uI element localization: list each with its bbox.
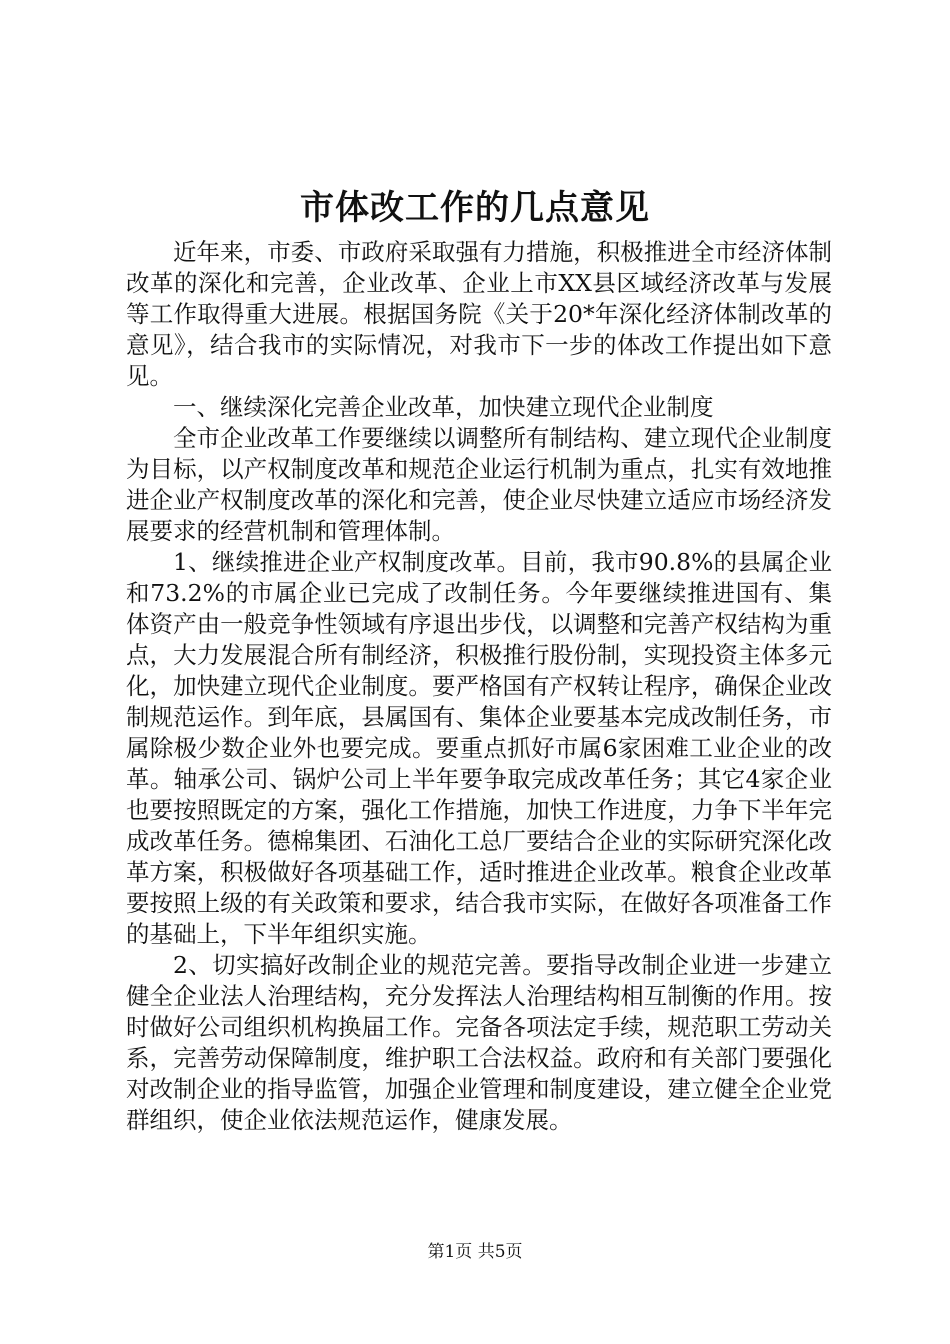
section-1-paragraph: 全市企业改革工作要继续以调整所有制结构、建立现代企业制度为目标，以产权制度改革和规范企业运行机制为重点，扎实有效地推进企业产权制度改革的深化和完善，使企业尽快建立适应市场经济发展要求的经营机制和管理体制。 bbox=[126, 424, 832, 545]
item-1-paragraph: 1、继续推进企业产权制度改革。目前，我市90.8%的县属企业和73.2%的市属企业已完成了改制任务。今年要继续推进国有、集体资产由一般竞争性领域有序退出步伐，以调整和完善产权结构为重点，大力发展混合所有制经济，积极推行股份制，实现投资主体多元化，加快建立现代企业制度。要严格国有产权转让程序，确保企业改制规范运作。到年底，县属国有、集体企业要基本完成改制任务，市属除极少数企业外也要完成。要重点抓好市属6家困难工业企业的改革。轴承公司、锅炉公司上半年要争取完成改革任务；其它4家企业也要按照既定的方案，强化工作措施，加快工作进度，力争下半年完成改革任务。德棉集团、石油化工总厂要结合企业的实际研究深化改革方案，积极做好各项基础工作，适时推进企业改革。粮食企业改革要按照上级的有关政策和要求，结合我市实际，在做好各项准备工作的基础上，下半年组织实施。 bbox=[126, 548, 832, 948]
document-title: 市体改工作的几点意见 bbox=[300, 188, 650, 228]
intro-paragraph: 近年来，市委、市政府采取强有力措施，积极推进全市经济体制改革的深化和完善，企业改革、企业上市XX县区域经济改革与发展等工作取得重大进展。根据国务院《关于20*年深化经济体制改革的意见》，结合我市的实际情况，对我市下一步的体改工作提出如下意见。 bbox=[126, 238, 832, 390]
item-2-paragraph: 2、切实搞好改制企业的规范完善。要指导改制企业进一步建立健全企业法人治理结构，充分发挥法人治理结构相互制衡的作用。按时做好公司组织机构换届工作。完备各项法定手续，规范职工劳动关系，完善劳动保障制度，维护职工合法权益。政府和有关部门要强化对改制企业的指导监管，加强企业管理和制度建设，建立健全企业党群组织，使企业依法规范运作，健康发展。 bbox=[126, 951, 832, 1134]
section-heading-1: 一、继续深化完善企业改革，加快建立现代企业制度 bbox=[173, 393, 714, 421]
page-number-footer: 第1页 共5页 bbox=[427, 1242, 523, 1262]
document-body bbox=[126, 237, 832, 1136]
